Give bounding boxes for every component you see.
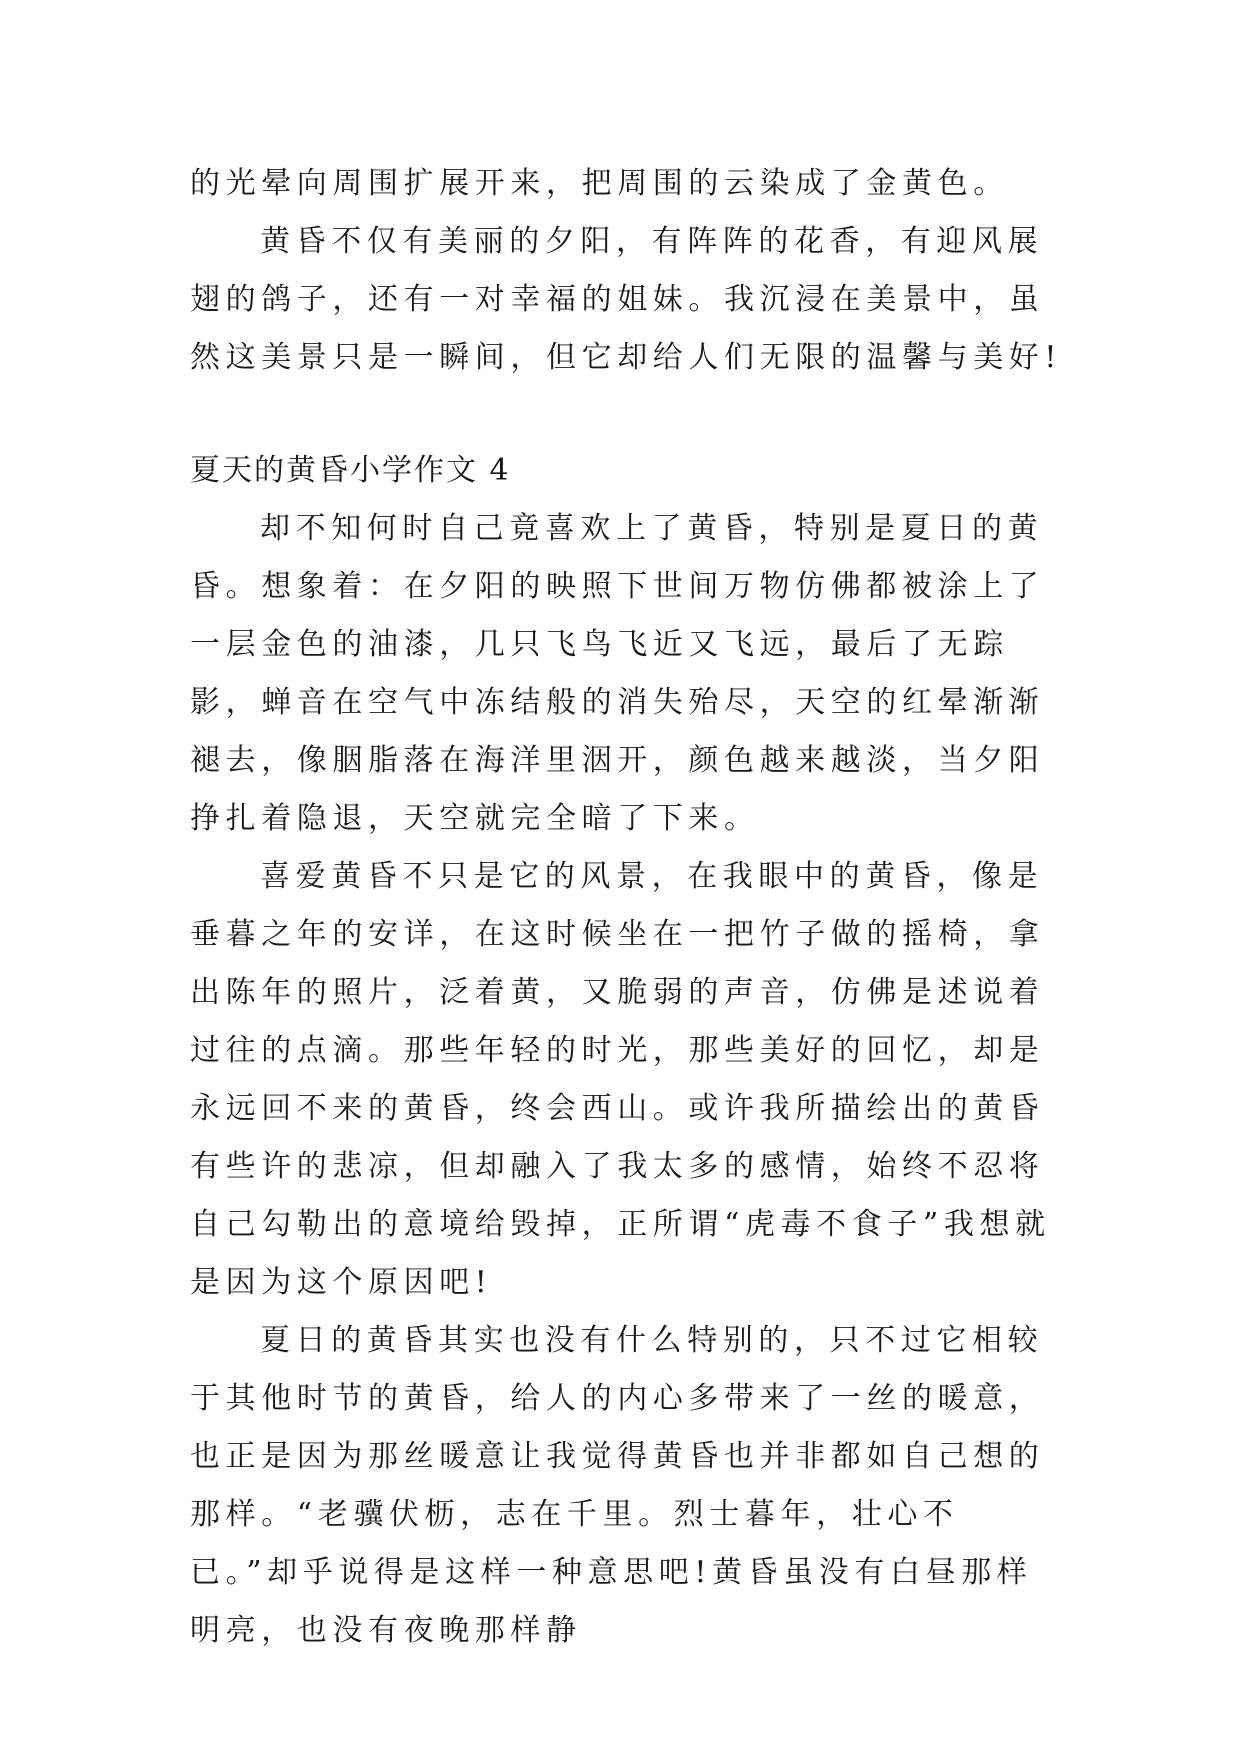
paragraph: 夏日的黄昏其实也没有什么特别的，只不过它相较于其他时节的黄昏，给人的内心多带来了一丝的暖意，也正是因为那丝暖意让我觉得黄昏也并非都如自己想的那样。“老骥伏枥，志在千里。烈士暮年，壮心不已。”却乎说得是这样一种意思吧!黄昏虽没有白昼那样明亮，也没有夜晚那样静: [190, 1323, 1045, 1648]
paragraph: 却不知何时自己竟喜欢上了黄昏，特别是夏日的黄昏。想象着：在夕阳的映照下世间万物仿佛都被涂上了一层金色的油漆，几只飞鸟飞近又飞远，最后了无踪影，蝉音在空气中冻结般的消失殆尽，天空的红晕渐渐褪去，像胭脂落在海洋里洇开，颜色越来越淡，当夕阳挣扎着隐退，天空就完全暗了下来。: [190, 511, 1045, 836]
paragraph-continuation: 的光晕向周围扩展开来，把周围的云染成了金黄色。: [190, 166, 1009, 201]
paragraph: 黄昏不仅有美丽的夕阳，有阵阵的花香，有迎风展翅的鸽子，还有一对幸福的姐妹。我沉浸在美景中，虽然这美景只是一瞬间，但它却给人们无限的温馨与美好!: [190, 224, 1063, 375]
section-title: 夏天的黄昏小学作文 4: [190, 453, 511, 488]
paragraph: 喜爱黄昏不只是它的风景，在我眼中的黄昏，像是垂暮之年的安详，在这时候坐在一把竹子做的摇椅，拿出陈年的照片，泛着黄，又脆弱的声音，仿佛是述说着过往的点滴。那些年轻的时光，那些美好的回忆，却是永远回不来的黄昏，终会西山。或许我所描绘出的黄昏有些许的悲凉，但却融入了我太多的感情，始终不忍将自己勾勒出的意境给毁掉，正所谓“虎毒不食子”我想就是因为这个原因吧!: [190, 859, 1051, 1300]
document-page: [190, 155, 1065, 1660]
